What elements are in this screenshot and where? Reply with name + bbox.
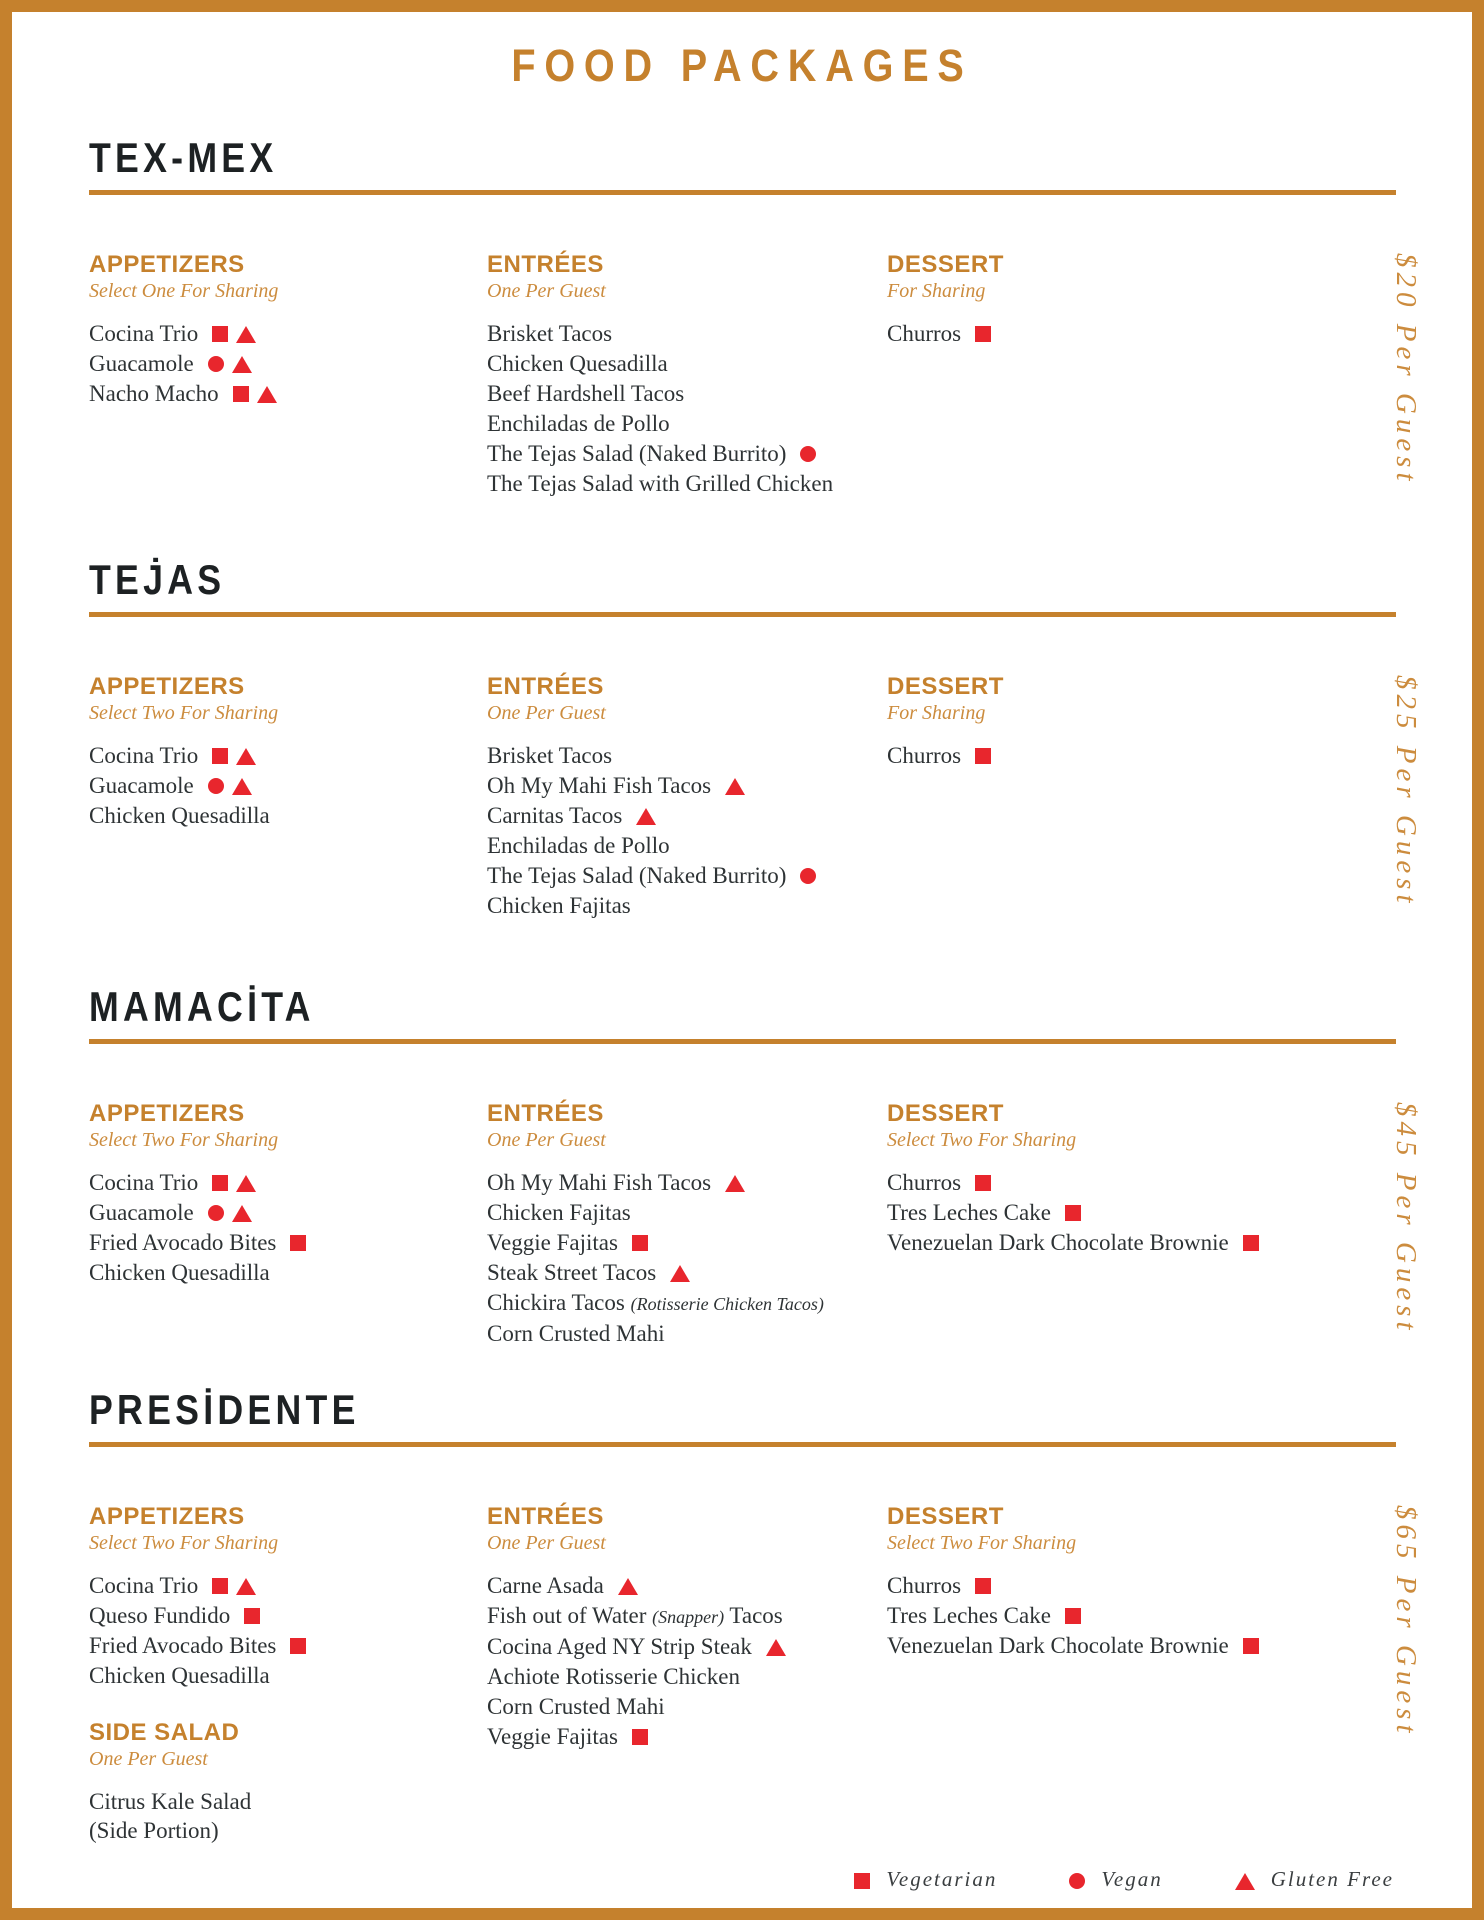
item-list — [487, 741, 887, 921]
menu-column — [89, 1505, 487, 1844]
menu-item — [487, 469, 887, 499]
item-list — [89, 1168, 487, 1288]
column-subtitle: Select Two For Sharing — [887, 1129, 1077, 1151]
menu-column — [887, 675, 1396, 771]
menu-item-name: Tres Leches Cake — [887, 1603, 1051, 1628]
vegan-icon — [800, 868, 816, 884]
column-title: APPETIZERS — [89, 673, 245, 700]
vegetarian-icon — [212, 1175, 228, 1191]
menu-item — [89, 771, 487, 801]
menu-item — [487, 379, 887, 409]
menu-item — [887, 1571, 1396, 1601]
menu-item-name: Cocina Trio — [89, 1573, 199, 1598]
menu-item-name: Citrus Kale Salad — [89, 1789, 252, 1814]
menu-column — [887, 1505, 1396, 1661]
vegetarian-icon — [975, 1175, 991, 1191]
menu-item — [887, 1198, 1396, 1228]
menu-item — [887, 1228, 1396, 1258]
menu-column — [89, 675, 487, 831]
menu-item — [89, 1258, 487, 1288]
menu-item-name: Fish out of Water — [487, 1603, 647, 1628]
menu-item — [887, 1631, 1396, 1661]
menu-item-name: Fried Avocado Bites — [89, 1230, 277, 1255]
menu-section — [89, 134, 1422, 499]
vegan-icon — [208, 1205, 224, 1221]
menu-item-name: Churros — [887, 743, 962, 768]
column-title: DESSERT — [887, 1503, 1004, 1530]
item-list — [89, 1787, 487, 1844]
menu-item-name: Carnitas Tacos — [487, 803, 623, 828]
menu-item-name: Chicken Fajitas — [487, 1200, 631, 1225]
vegan-icon — [800, 446, 816, 462]
side-salad-group — [89, 1721, 487, 1844]
gluten-free-icon — [257, 386, 277, 403]
menu-item — [887, 319, 1396, 349]
column-title: ENTRÉES — [487, 1100, 604, 1127]
item-list — [89, 741, 487, 831]
column-title: ENTRÉES — [487, 673, 604, 700]
menu-item — [89, 801, 487, 831]
gluten-free-icon — [236, 1578, 256, 1595]
menu-item — [487, 801, 887, 831]
gluten-free-icon — [236, 1175, 256, 1192]
section-columns — [89, 195, 1396, 499]
gluten-free-icon — [232, 1205, 252, 1222]
menu-item-name: Churros — [887, 1170, 962, 1195]
vegetarian-icon — [854, 1873, 870, 1889]
vegetarian-icon — [975, 326, 991, 342]
menu-item-name: Cocina Trio — [89, 743, 199, 768]
vegetarian-icon — [632, 1235, 648, 1251]
menu-item-name: Enchiladas de Pollo — [487, 833, 670, 858]
menu-item-name: Fried Avocado Bites — [89, 1633, 277, 1658]
menu-item-name: Churros — [887, 321, 962, 346]
menu-item-name: Beef Hardshell Tacos — [487, 381, 685, 406]
menu-item — [487, 439, 887, 469]
menu-item-name: Nacho Macho — [89, 381, 219, 406]
vegetarian-icon — [1243, 1638, 1259, 1654]
menu-column — [89, 253, 487, 409]
menu-item-name: Cocina Trio — [89, 321, 199, 346]
menu-item-name: Queso Fundido — [89, 1603, 231, 1628]
menu-item — [487, 831, 887, 861]
gluten-free-icon — [232, 778, 252, 795]
menu-item-name: Steak Street Tacos — [487, 1260, 657, 1285]
menu-item: Fish out of Water (Snapper) Tacos — [487, 1603, 783, 1628]
menu-item-note: (Rotisserie Chicken Tacos) — [630, 1294, 824, 1314]
menu-item — [487, 1228, 887, 1258]
gluten-free-icon — [232, 356, 252, 373]
vegetarian-icon — [975, 1578, 991, 1594]
menu-item — [89, 1228, 487, 1258]
column-subtitle: For Sharing — [887, 702, 986, 724]
menu-item-name: Oh My Mahi Fish Tacos — [487, 773, 712, 798]
vegetarian-icon — [244, 1608, 260, 1624]
menu-item — [89, 1661, 487, 1691]
vegetarian-icon — [290, 1638, 306, 1654]
legend-entry — [1069, 1867, 1162, 1892]
menu-item-name: Venezuelan Dark Chocolate Brownie — [887, 1633, 1229, 1658]
menu-item-name: The Tejas Salad with Grilled Chicken — [487, 471, 834, 496]
menu-item-name: Churros — [887, 1573, 962, 1598]
column-title: DESSERT — [887, 251, 1004, 278]
section-title: TEJ̇AS — [89, 556, 226, 603]
legend-entry — [854, 1867, 997, 1892]
menu-item-note: (Snapper) — [652, 1607, 725, 1627]
menu-column — [487, 675, 887, 921]
column-title: APPETIZERS — [89, 1100, 245, 1127]
menu-item-name: The Tejas Salad (Naked Burrito) — [487, 863, 787, 888]
column-subtitle: One Per Guest — [89, 1748, 208, 1770]
vegetarian-icon — [1065, 1205, 1081, 1221]
gluten-free-icon — [725, 778, 745, 795]
menu-column — [887, 253, 1396, 349]
vegetarian-icon — [212, 1578, 228, 1594]
menu-item-name: Enchiladas de Pollo — [487, 411, 670, 436]
vegetarian-icon — [1243, 1235, 1259, 1251]
menu-item — [887, 1601, 1396, 1631]
menu-item-name: Corn Crusted Mahi — [487, 1694, 665, 1719]
menu-item-name: Brisket Tacos — [487, 743, 613, 768]
gluten-free-icon — [670, 1265, 690, 1282]
legend-label: Gluten Free — [1270, 1867, 1394, 1891]
vegetarian-icon — [212, 326, 228, 342]
price-per-guest: $45 Per Guest — [1390, 1102, 1422, 1335]
menu-column — [89, 1721, 487, 1844]
menu-item-name: Tres Leches Cake — [887, 1200, 1051, 1225]
section-title: PRESİDENTE — [89, 1386, 360, 1433]
menu-item — [487, 1168, 887, 1198]
menu-item-name: Veggie Fajitas — [487, 1230, 618, 1255]
menu-item — [89, 1787, 487, 1844]
menu-item — [89, 1571, 487, 1601]
page-title: FOOD PACKAGES — [511, 40, 973, 91]
vegan-icon — [208, 356, 224, 372]
menu-item-name: Chicken Quesadilla — [89, 1663, 270, 1688]
item-list — [487, 1571, 887, 1752]
menu-item — [487, 891, 887, 921]
column-subtitle: One Per Guest — [487, 702, 606, 724]
vegetarian-icon — [233, 386, 249, 402]
menu-item-name: Carne Asada — [487, 1573, 604, 1598]
vegetarian-icon — [212, 748, 228, 764]
menu-item — [487, 741, 887, 771]
column-subtitle: One Per Guest — [487, 1532, 606, 1554]
menu-item-name: Cocina Trio — [89, 1170, 199, 1195]
menu-item — [487, 1692, 887, 1722]
column-subtitle: Select Two For Sharing — [89, 1129, 279, 1151]
legend-entry — [1235, 1867, 1394, 1892]
menu-item — [89, 319, 487, 349]
menu-item — [89, 1198, 487, 1228]
column-title: DESSERT — [887, 673, 1004, 700]
menu-item — [487, 861, 887, 891]
menu-item — [487, 319, 887, 349]
menu-item — [487, 1571, 887, 1601]
menu-column — [487, 1102, 887, 1349]
menu-item-name: Guacamole — [89, 351, 194, 376]
menu-item — [487, 1662, 887, 1692]
dietary-legend — [854, 1867, 1394, 1892]
gluten-free-icon — [1235, 1873, 1255, 1890]
column-subtitle: Select Two For Sharing — [887, 1532, 1077, 1554]
menu-item-name: Cocina Aged NY Strip Steak — [487, 1634, 752, 1659]
column-subtitle: Select One For Sharing — [89, 280, 279, 302]
menu-section — [89, 1386, 1422, 1844]
column-title: DESSERT — [887, 1100, 1004, 1127]
menu-item-name: Chicken Quesadilla — [487, 351, 668, 376]
column-title: ENTRÉES — [487, 251, 604, 278]
menu-item — [487, 1722, 887, 1752]
menu-item-name: Venezuelan Dark Chocolate Brownie — [887, 1230, 1229, 1255]
menu-item — [89, 349, 487, 379]
menu-item — [487, 409, 887, 439]
column-title: ENTRÉES — [487, 1503, 604, 1530]
menu-item-name: Chicken Fajitas — [487, 893, 631, 918]
menu-item — [487, 349, 887, 379]
gluten-free-icon — [236, 326, 256, 343]
menu-item-name: Chicken Quesadilla — [89, 1260, 270, 1285]
menu-column — [487, 1505, 887, 1752]
menu-item — [89, 741, 487, 771]
menu-item-name: Chicken Quesadilla — [89, 803, 270, 828]
section-columns — [89, 617, 1396, 921]
price-per-guest: $20 Per Guest — [1390, 253, 1422, 486]
column-subtitle: Select Two For Sharing — [89, 1532, 279, 1554]
legend-label: Vegetarian — [886, 1867, 998, 1891]
column-subtitle: One Per Guest — [487, 1129, 606, 1151]
section-columns — [89, 1044, 1396, 1349]
gluten-free-icon — [618, 1578, 638, 1595]
menu-section — [89, 556, 1422, 921]
menu-item — [487, 1258, 887, 1288]
item-list — [887, 319, 1396, 349]
price-per-guest: $65 Per Guest — [1390, 1505, 1422, 1738]
menu-item-name: The Tejas Salad (Naked Burrito) — [487, 441, 787, 466]
item-list — [487, 1168, 887, 1349]
item-list — [887, 1168, 1396, 1258]
menu-column — [887, 1102, 1396, 1258]
column-subtitle: One Per Guest — [487, 280, 606, 302]
column-title: APPETIZERS — [89, 1503, 245, 1530]
gluten-free-icon — [236, 748, 256, 765]
column-title: APPETIZERS — [89, 251, 245, 278]
menu-item — [89, 1601, 487, 1631]
vegetarian-icon — [290, 1235, 306, 1251]
menu-item-name: Chickira Tacos — [487, 1290, 625, 1315]
sections — [12, 134, 1472, 1844]
menu-item-name: Brisket Tacos — [487, 321, 613, 346]
gluten-free-icon — [725, 1175, 745, 1192]
vegetarian-icon — [1065, 1608, 1081, 1624]
column-title: SIDE SALAD — [89, 1719, 240, 1746]
vegan-icon — [1069, 1873, 1085, 1889]
menu-item — [89, 1631, 487, 1661]
menu-item — [89, 379, 487, 409]
menu-item-name: Guacamole — [89, 1200, 194, 1225]
section-title: MAMACİTA — [89, 983, 315, 1030]
menu-section — [89, 983, 1422, 1349]
menu-item — [487, 1632, 887, 1662]
item-list — [487, 319, 887, 499]
price-per-guest: $25 Per Guest — [1390, 675, 1422, 908]
menu-item — [487, 771, 887, 801]
menu-item — [487, 1198, 887, 1228]
menu-item-name-line2: (Side Portion) — [89, 1818, 219, 1843]
menu-item-name: Oh My Mahi Fish Tacos — [487, 1170, 712, 1195]
section-title: TEX-MEX — [89, 134, 278, 181]
menu-item — [887, 741, 1396, 771]
menu-item-name: Corn Crusted Mahi — [487, 1321, 665, 1346]
menu-item — [89, 1168, 487, 1198]
legend-label: Vegan — [1101, 1867, 1163, 1891]
item-list — [887, 741, 1396, 771]
menu-item-name: Achiote Rotisserie Chicken — [487, 1664, 740, 1689]
menu-column — [487, 253, 887, 499]
menu-item — [487, 1288, 887, 1319]
menu-item — [887, 1168, 1396, 1198]
section-columns — [89, 1447, 1396, 1844]
gluten-free-icon — [636, 808, 656, 825]
menu-item-name: Guacamole — [89, 773, 194, 798]
menu-column — [89, 1102, 487, 1288]
vegetarian-icon — [975, 748, 991, 764]
item-list — [887, 1571, 1396, 1661]
vegan-icon — [208, 778, 224, 794]
gluten-free-icon — [766, 1639, 786, 1656]
vegetarian-icon — [632, 1729, 648, 1745]
menu-item-name: Veggie Fajitas — [487, 1724, 618, 1749]
menu-item — [487, 1319, 887, 1349]
column-subtitle: For Sharing — [887, 280, 986, 302]
column-subtitle: Select Two For Sharing — [89, 702, 279, 724]
item-list — [89, 1571, 487, 1691]
item-list — [89, 319, 487, 409]
